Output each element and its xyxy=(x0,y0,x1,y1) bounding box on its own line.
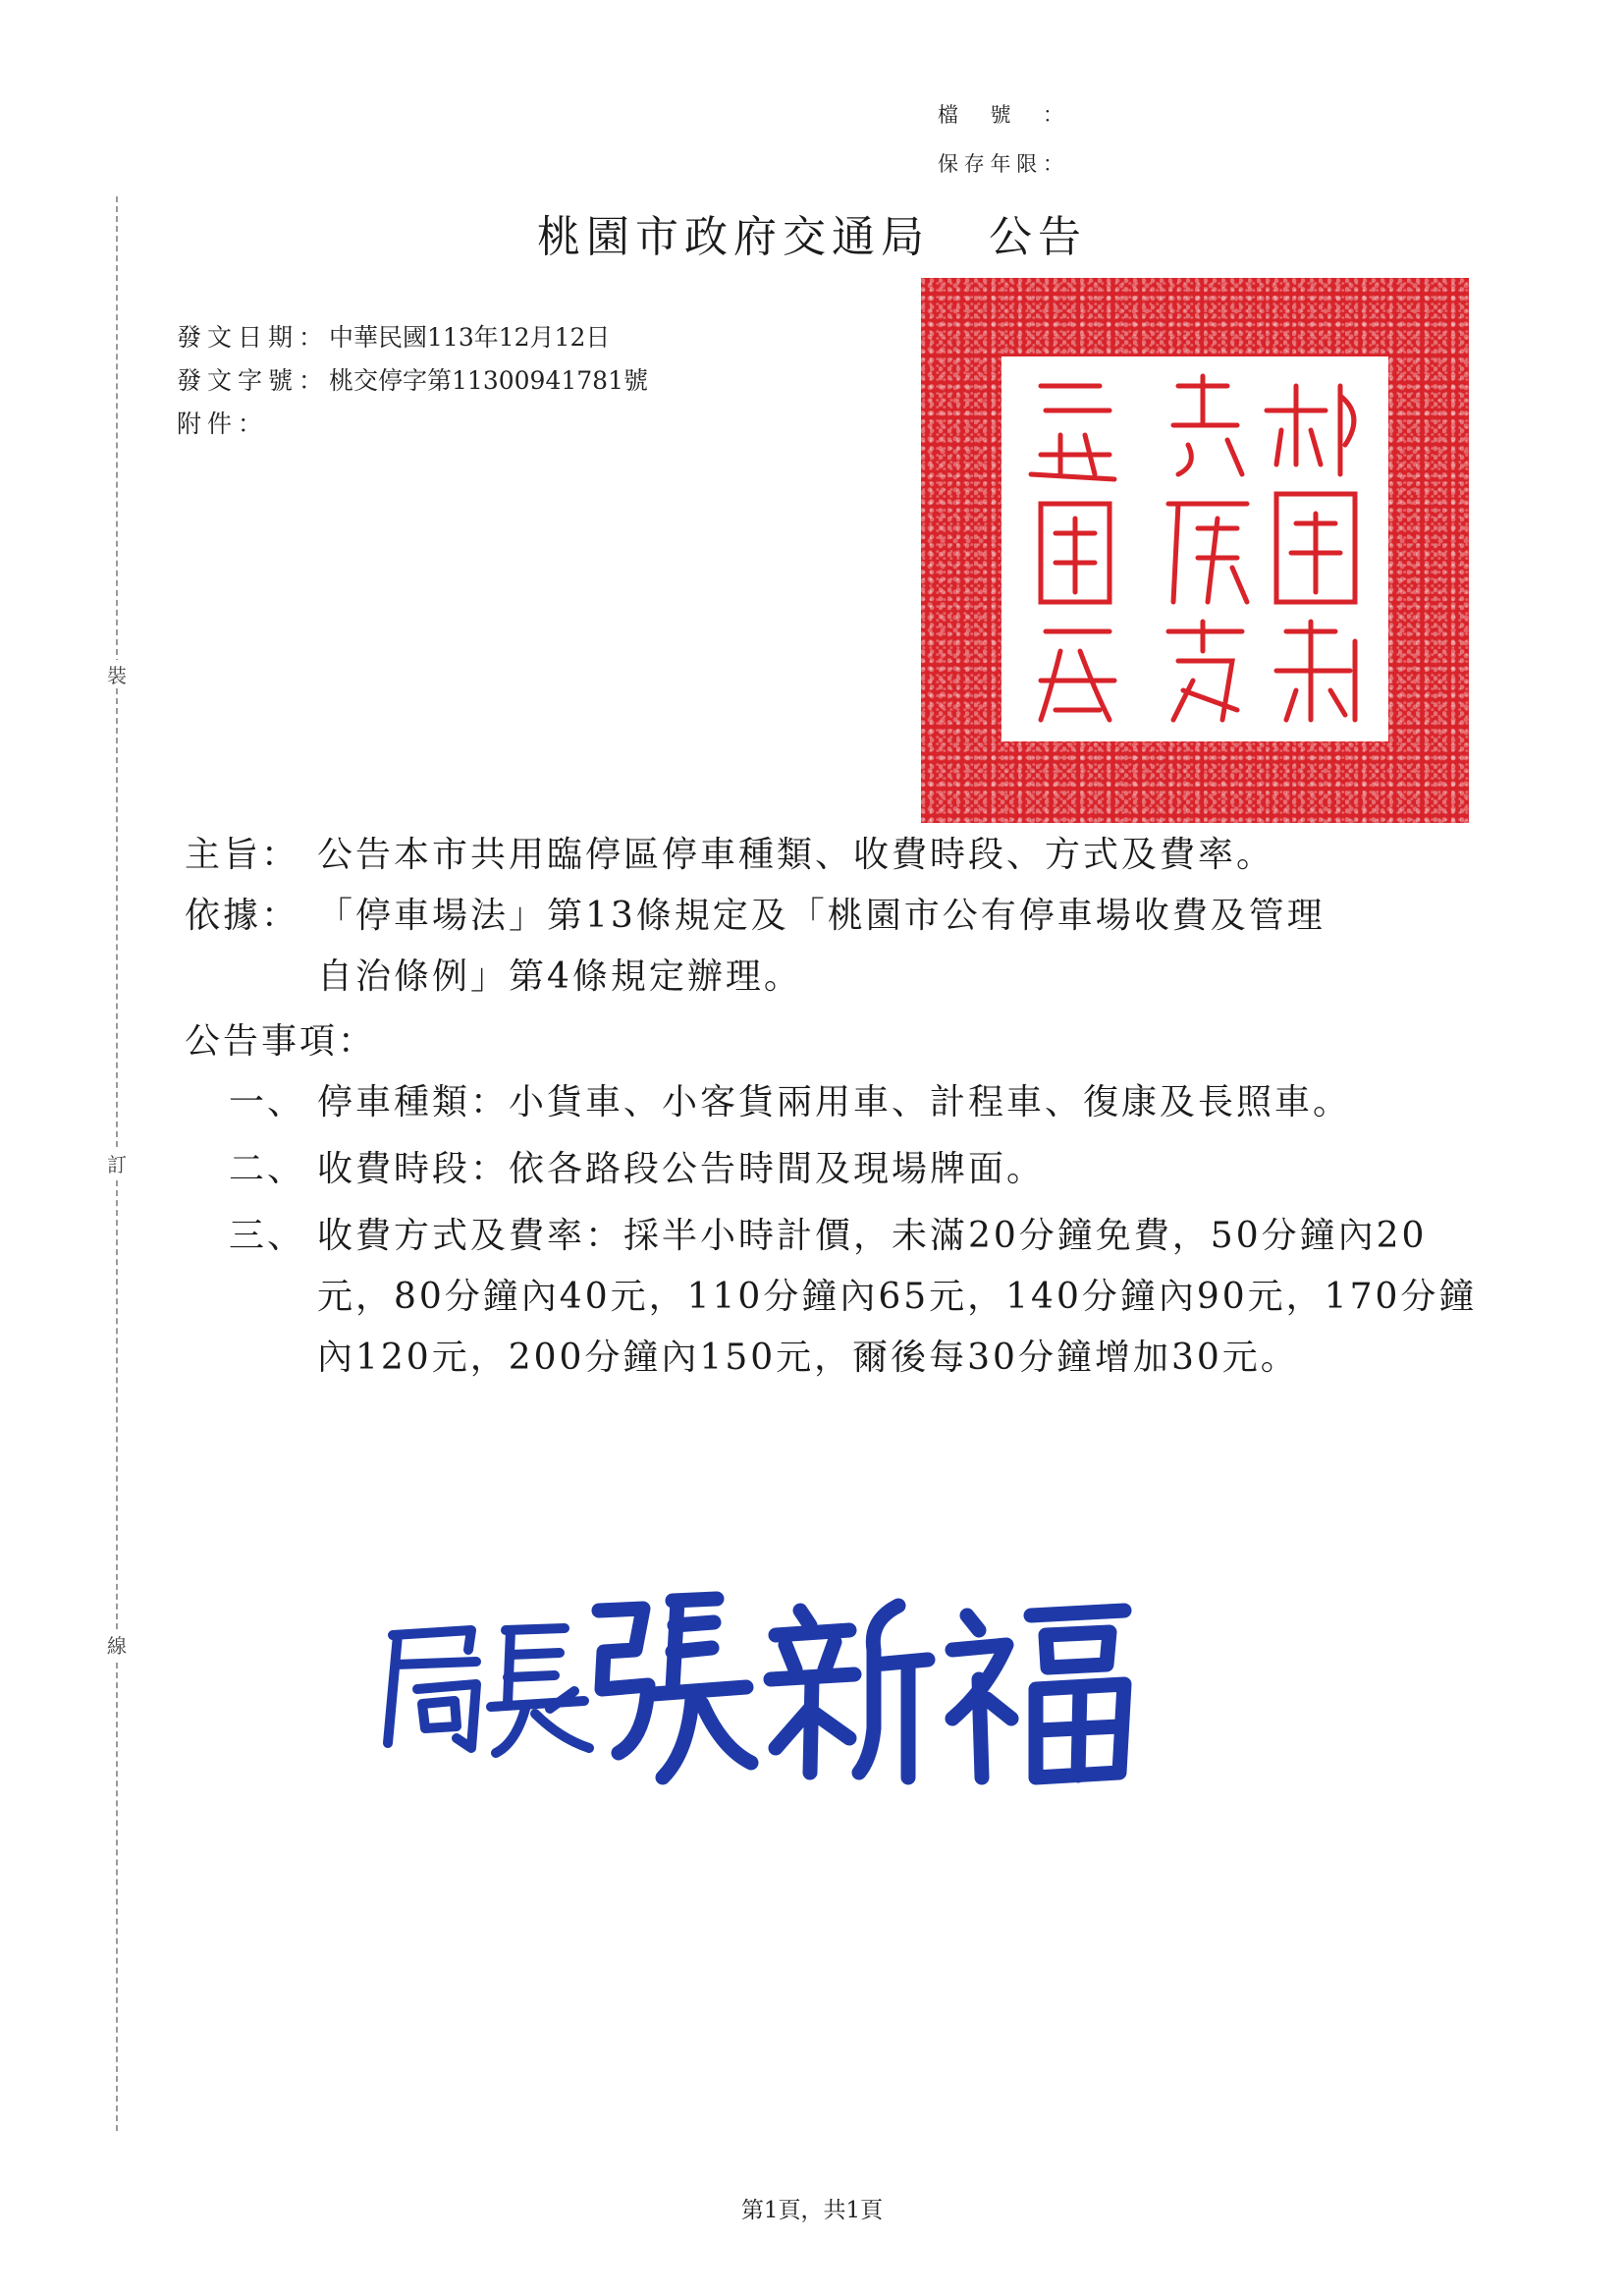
official-seal xyxy=(921,278,1469,823)
archive-fields xyxy=(938,90,1065,189)
basis-text-line2: 自治條例」第4條規定辦理。 xyxy=(317,957,802,997)
announcement-heading: 公告事項： xyxy=(185,1021,377,1062)
basis-text-line1: 「停車場法」第13條規定及「桃園市公有停車場收費及管理 xyxy=(317,896,1326,936)
retention-label: 保存年限： xyxy=(938,152,1065,176)
seal-characters xyxy=(1001,356,1388,741)
item-text: 停車種類：小貨車、小客貨兩用車、計程車、復康及長照車。 xyxy=(317,1082,1352,1122)
page-title xyxy=(0,201,1624,264)
director-signature xyxy=(378,1581,1164,1807)
announcement-item xyxy=(185,1206,1481,1389)
subject-label: 主旨： xyxy=(185,835,300,875)
page-footer: 第1頁，共1頁 xyxy=(740,2198,884,2223)
item-number: 三、 xyxy=(229,1216,306,1256)
attachment-label: 附件： xyxy=(177,410,269,438)
basis-paragraph xyxy=(185,886,1481,1008)
date-label: 發文日期： xyxy=(177,323,330,352)
title-agency: 桃園市政府交通局 xyxy=(537,212,930,262)
file-number-label: 檔號： xyxy=(938,103,1065,127)
announcement-item xyxy=(185,1072,1481,1133)
binding-char-ding: 訂 xyxy=(102,1149,132,1177)
item-text: 收費時段：依各路段公告時間及現場牌面。 xyxy=(317,1149,1046,1189)
item-number: 一、 xyxy=(229,1082,306,1122)
subject-text: 公告本市共用臨停區停車種類、收費時段、方式及費率。 xyxy=(317,835,1275,875)
signature-image xyxy=(378,1581,1164,1807)
issuance-meta xyxy=(177,316,648,446)
announcement-item xyxy=(185,1139,1481,1200)
item-number: 二、 xyxy=(229,1149,306,1189)
subject-paragraph xyxy=(185,825,1481,886)
basis-label: 依據： xyxy=(185,896,300,936)
binding-char-xian: 線 xyxy=(102,1630,132,1659)
item-text: 收費方式及費率：採半小時計價，未滿20分鐘免費，50分鐘內20元，80分鐘內40元，110分鐘內65元，140分鐘內90元，170分鐘內120元，200分鐘內150元，爾後每30分鐘增加30元。 xyxy=(317,1216,1478,1378)
binding-char-zhuang: 裝 xyxy=(102,660,132,688)
announcement-body xyxy=(185,825,1481,1389)
ref-label: 發文字號： xyxy=(177,366,330,395)
title-doc-type: 公告 xyxy=(989,212,1087,262)
date-value: 中華民國113年12月12日 xyxy=(329,323,611,352)
ref-value: 桃交停字第11300941781號 xyxy=(329,366,648,395)
